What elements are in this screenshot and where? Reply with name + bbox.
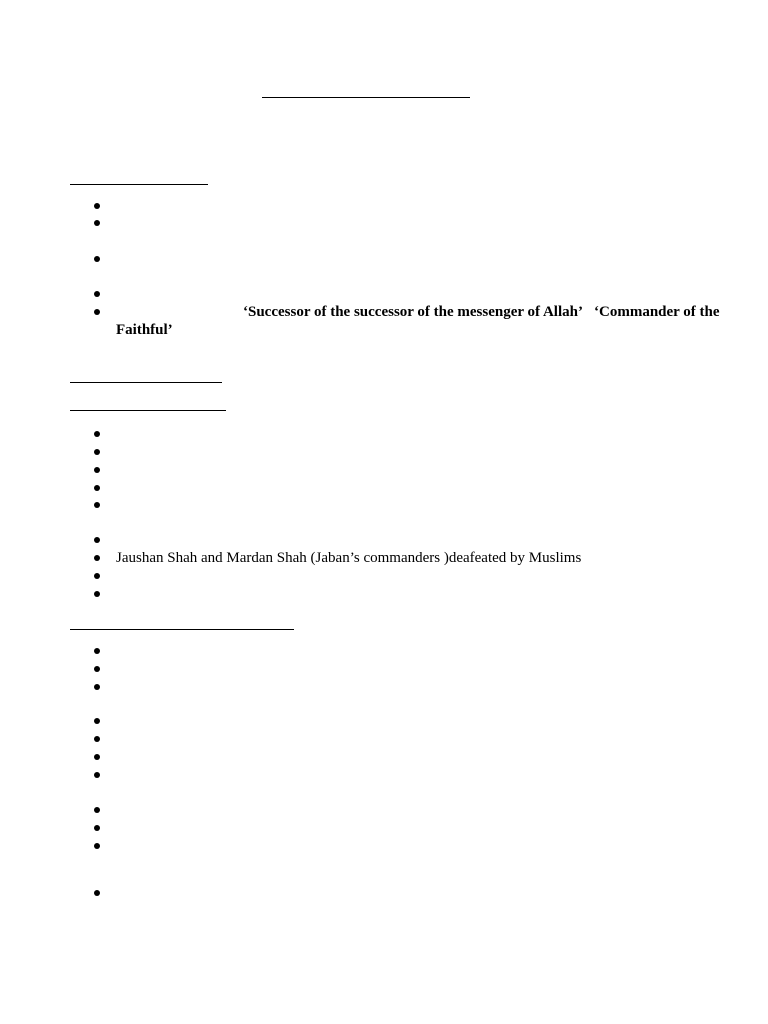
caliph-title-successor: ‘Successor of the successor of the messenger of Allah’: [243, 304, 583, 320]
list-item-bullet: [94, 449, 100, 455]
list-item-bullet: [94, 555, 100, 561]
list-item-bullet: [94, 220, 100, 226]
list-item-bullet: [94, 666, 100, 672]
list-item-bullet: [94, 485, 100, 491]
list-item-bullet: [94, 736, 100, 742]
caliph-title-faithful: Faithful’: [116, 322, 173, 338]
list-item-bullet: [94, 718, 100, 724]
list-item-bullet: [94, 431, 100, 437]
list-item-bullet: [94, 807, 100, 813]
section-3-heading-underline: [70, 629, 294, 630]
list-item-bullet: [94, 684, 100, 690]
list-item-bullet: [94, 591, 100, 597]
jaushan-mardan-item: Jaushan Shah and Mardan Shah (Jaban’s commanders )deafeated by Muslims: [116, 550, 582, 566]
list-item-bullet: [94, 291, 100, 297]
list-item-bullet: [94, 467, 100, 473]
list-item-bullet: [94, 203, 100, 209]
list-item-bullet: [94, 648, 100, 654]
list-item-bullet: [94, 825, 100, 831]
list-item-bullet: [94, 537, 100, 543]
section-1-heading-underline: [70, 184, 208, 185]
list-item-bullet: [94, 890, 100, 896]
list-item-bullet: [94, 502, 100, 508]
list-item-bullet: [94, 256, 100, 262]
list-item-bullet: [94, 843, 100, 849]
section-2-subheading-underline: [70, 410, 226, 411]
list-item-bullet: [94, 573, 100, 579]
title-underline: [262, 97, 470, 98]
section-2-heading-underline: [70, 382, 222, 383]
list-item-bullet: [94, 754, 100, 760]
caliph-title-commander: ‘Commander of the: [594, 304, 720, 320]
list-item-bullet: [94, 309, 100, 315]
list-item-bullet: [94, 772, 100, 778]
